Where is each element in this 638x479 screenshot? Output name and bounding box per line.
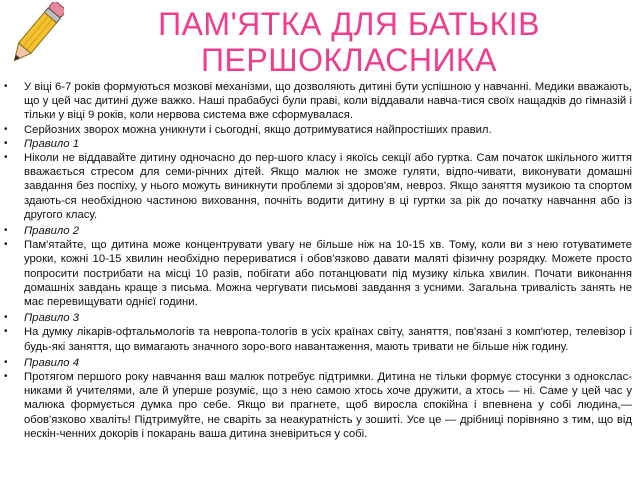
title-line-1: ПАМ'ЯТКА ДЛЯ БАТЬКІВ [158, 6, 540, 42]
bullet-dot: • [4, 152, 8, 164]
list-item [4, 356, 632, 370]
pencil-icon [6, 2, 64, 70]
list-item [4, 311, 632, 325]
list-item [4, 137, 632, 151]
rule-heading-1: Правило 1 [24, 137, 80, 150]
rule-heading-4: Правило 4 [24, 356, 80, 369]
list-item [4, 80, 632, 123]
list-item [4, 325, 632, 353]
bullet-dot: • [4, 312, 8, 324]
memo-list [4, 80, 632, 441]
title-line-2: ПЕРШОКЛАСНИКА [201, 42, 497, 78]
rule-heading-2: Правило 2 [24, 225, 80, 238]
rule-text-3: На думку лікарів-офтальмологів та невропа-тологів в усіх країнах світу, заняття, пов'язані з комп'ютер, телевізор і будь-які заняття, що вимагають значного зоро-вого навантаження, мають тривати не більше ніж годину. [24, 326, 632, 353]
page-title [60, 6, 638, 78]
bullet-dot: • [4, 123, 8, 135]
paragraph-intro: У віці 6-7 років формуються мозкові механізми, що дозволяють дитині бути успішною у навчанні. Медики вважають, що у цей час дитині дуже важко. Наші прабабусі були праві, коли віддавали навча-тися своїх нащадків до гімназій і тільки у віці 9 років, коли нервова система вже сформувалася. [24, 81, 632, 122]
rule-text-2: Пам'ятайте, що дитина може концентрувати увагу не більше ніж на 10-15 хв. Тому, коли ви з нею готуватимете уроки, кожні 10-15 хвилин необхідно перериватися і обов'язково давати маляті фізичну розрядку. Можете просто попросити пострибати на місці 10 разів, побігати або потанцювати під музику кілька хвилин. Почати виконання домашніх завдань краще з письма. Можна чергувати письмові завдання з усними. Загальна тривалість занять не має перевищувати однієї години. [24, 239, 632, 309]
bullet-dot: • [4, 239, 8, 251]
list-item [4, 238, 632, 309]
list-item [4, 151, 632, 222]
list-item [4, 123, 632, 137]
bullet-dot: • [4, 371, 8, 383]
paragraph-avoid-stress: Серйозних зворох можна уникнути і сьогодні, якщо дотримуватися найпростіших правил. [24, 123, 492, 136]
bullet-dot: • [4, 81, 8, 92]
bullet-dot: • [4, 225, 8, 237]
list-item [4, 224, 632, 238]
bullet-dot: • [4, 356, 8, 368]
rule-heading-3: Правило 3 [24, 312, 80, 325]
bullet-dot: • [4, 326, 8, 338]
rule-text-4: Протягом першого року навчання ваш малюк потребує підтримки. Дитина не тільки формує стосунки з однокслас-никами й учителями, але й уперше розуміє, що з нею самою хтось хоче дружити, а хтось — ні. Саме у цей час у малюка формується думка про себе. Якщо ви прагнете, щоб виросла спокійна і впевнена у собі людина,— обов'язково хваліть! Підтримуйте, не сваріть за неакуратність у зошиті. Усе це — дрібниці порівняно з тим, що від нескін-ченних докорів і покарань ваша дитина зневіриться у собі. [24, 371, 632, 440]
rule-text-1: Ніколи не віддавайте дитину одночасно до пер-шого класу і якоїсь секції або гуртка. Сам початок шкільного життя вважається стресом для семи-річних дітей. Якщо малюк не зможе гуляти, відпо-чивати, виконувати домашні завдання без поспіху, у нього можуть виникнути проблеми зі здоров'ям, невроз. Якщо заняття музикою та спортом здають-ся необхідною частиною виховання, почніть водити дитину в ці гуртки за рік до початку навчання або із другого класу. [24, 152, 632, 221]
bullet-dot: • [4, 137, 8, 149]
list-item [4, 370, 632, 441]
